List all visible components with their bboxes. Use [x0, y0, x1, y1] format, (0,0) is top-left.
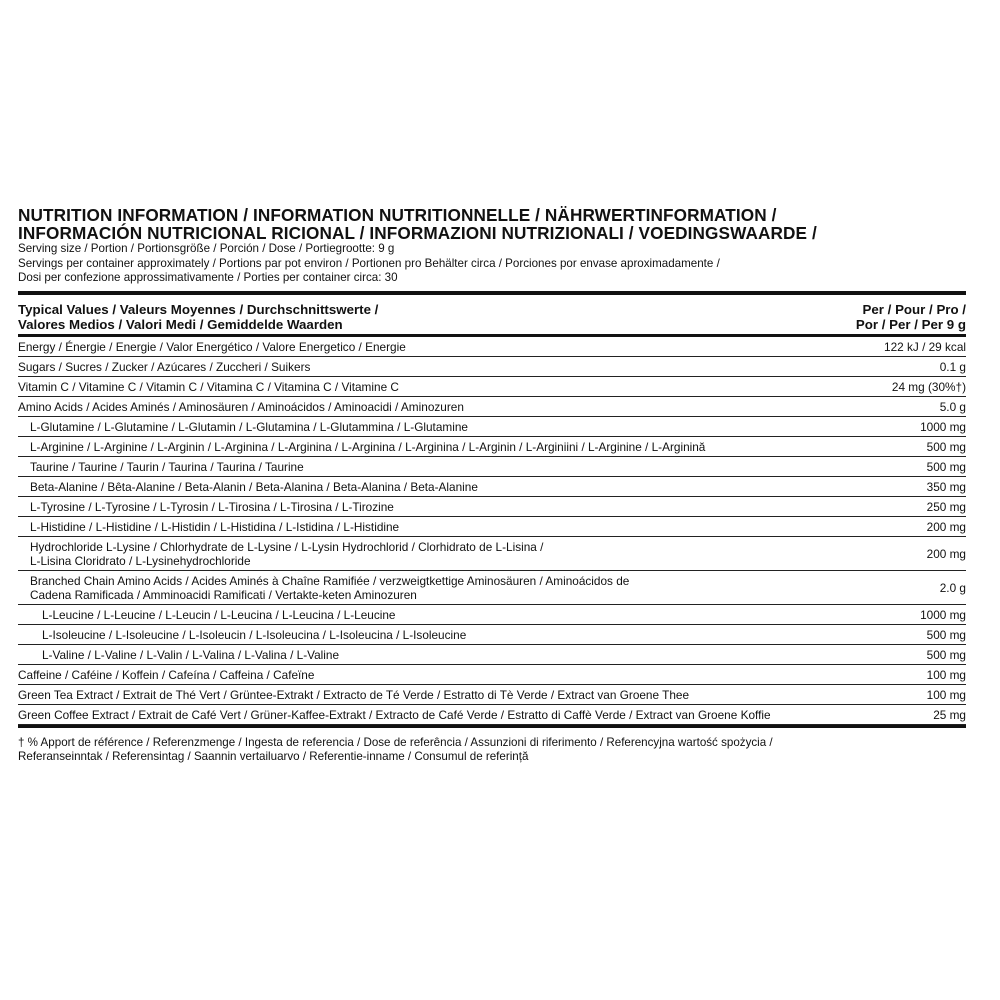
row-l-histidine: L-Histidine / L-Histidine / L-Histidin / L-Histidina / L-Istidina / L-Histidine 200 mg	[18, 517, 966, 537]
servings-per-container-2: Dosi per confezione approssimativamente / Porties per container circa: 30	[18, 271, 398, 284]
title-line-2: INFORMACIÓN NUTRICIONAL RICIONAL / INFORMAZIONI NUTRIZIONALI / VOEDINGSWAARDE /	[18, 223, 817, 243]
header-typical-values: Typical Values / Valeurs Moyennes / Durchschnittswerte / Valores Medios / Valori Medi / Gemiddelde Waarden	[18, 301, 379, 332]
title-line-1: NUTRITION INFORMATION / INFORMATION NUTRITIONNELLE / NÄHRWERTINFORMATION /	[18, 205, 777, 225]
row-l-lysine-hydrochloride: Hydrochloride L-Lysine / Chlorhydrate de L-Lysine / L-Lysin Hydrochlorid / Clorhidrato de L-Lisina / L-Lisina Cloridrato / L-Lysinehydrochloride 200 mg	[18, 537, 966, 571]
row-l-valine: L-Valine / L-Valine / L-Valin / L-Valina / L-Valina / L-Valine 500 mg	[18, 645, 966, 665]
row-sugars: Sugars / Sucres / Zucker / Azúcares / Zuccheri / Suikers 0.1 g	[18, 357, 966, 377]
row-l-glutamine: L-Glutamine / L-Glutamine / L-Glutamin / L-Glutamina / L-Glutammina / L-Glutamine 1000 mg	[18, 417, 966, 437]
header-per-serving: Per / Pour / Pro / Por / Per / Per 9 g	[855, 301, 966, 332]
row-l-leucine: L-Leucine / L-Leucine / L-Leucin / L-Leucina / L-Leucina / L-Leucine 1000 mg	[18, 605, 966, 625]
nutrient-table	[18, 337, 966, 728]
nutrition-panel	[18, 206, 966, 765]
row-caffeine: Caffeine / Caféine / Koffein / Cafeína / Caffeina / Cafeïne 100 mg	[18, 665, 966, 685]
row-l-isoleucine: L-Isoleucine / L-Isoleucine / L-Isoleucin / L-Isoleucina / L-Isoleucina / L-Isoleucine 500 mg	[18, 625, 966, 645]
row-energy: Energy / Énergie / Energie / Valor Energético / Valore Energetico / Energie 122 kJ / 29 kcal	[18, 337, 966, 357]
footnote-reference-intake: † % Apport de référence / Referenzmenge / Ingesta de referencia / Dose de referência / Assunzioni di riferimento / Referencyjna wartość spożycia / Referanseinntak / Referensintag / Saannin vertailuarvo / Referentie-inname / Consumul de referință	[18, 735, 773, 763]
row-vitamin-c: Vitamin C / Vitamine C / Vitamin C / Vitamina C / Vitamina C / Vitamine C 24 mg (30%†)	[18, 377, 966, 397]
row-beta-alanine: Beta-Alanine / Bêta-Alanine / Beta-Alanin / Beta-Alanina / Beta-Alanina / Beta-Alanine 350 mg	[18, 477, 966, 497]
row-amino-acids: Amino Acids / Acides Aminés / Aminosäuren / Aminoácidos / Aminoacidi / Aminozuren 5.0 g	[18, 397, 966, 417]
row-green-coffee-extract: Green Coffee Extract / Extrait de Café Vert / Grüner-Kaffee-Extrakt / Extracto de Café Verde / Estratto di Caffè Verde / Extract van Groene Koffie 25 mg	[18, 705, 966, 725]
row-green-tea-extract: Green Tea Extract / Extrait de Thé Vert / Grüntee-Extrakt / Extracto de Té Verde / Estratto di Tè Verde / Extract van Groene Thee 100 mg	[18, 685, 966, 705]
serving-size: Serving size / Portion / Portionsgröße / Porción / Dose / Portiegrootte: 9 g	[18, 242, 395, 255]
row-bcaa: Branched Chain Amino Acids / Acides Aminés à Chaîne Ramifiée / verzweigtkettige Aminosäuren / Aminoácidos de Cadena Ramificada / Amminoacidi Ramificati / Vertakte-keten Aminozuren 2.0 g	[18, 571, 966, 605]
row-taurine: Taurine / Taurine / Taurin / Taurina / Taurina / Taurine 500 mg	[18, 457, 966, 477]
row-l-arginine: L-Arginine / L-Arginine / L-Arginin / L-Arginina / L-Arginina / L-Arginina / L-Arginina / L-Arginin / L-Arginiini / L-Arginine / L-Arginină 500 mg	[18, 437, 966, 457]
row-l-tyrosine: L-Tyrosine / L-Tyrosine / L-Tyrosin / L-Tirosina / L-Tirosina / L-Tirozine 250 mg	[18, 497, 966, 517]
servings-per-container-1: Servings per container approximately / Portions par pot environ / Portionen pro Behälter circa / Porciones por envase aproximadamente /	[18, 256, 720, 270]
table-header	[18, 295, 966, 337]
